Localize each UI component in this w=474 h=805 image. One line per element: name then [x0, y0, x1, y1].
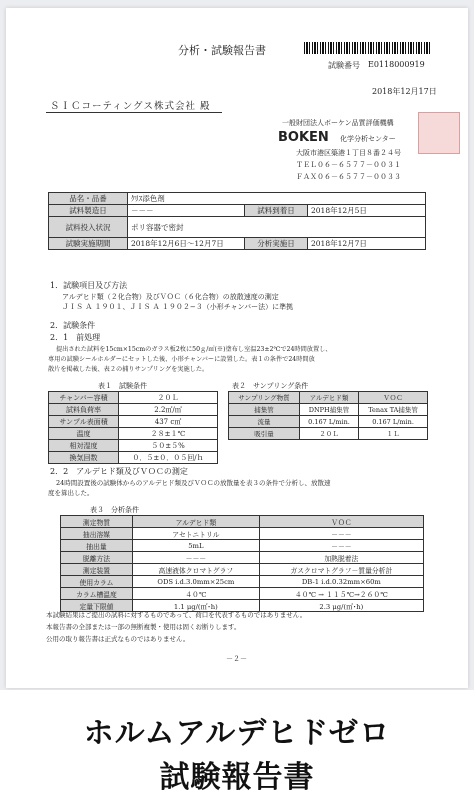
- banner: [0, 690, 474, 805]
- section21-line3: 散片を掲載した後、表２の捕りサンプリングを実施した。: [48, 366, 209, 373]
- analysis-value: 2018年12月7日: [308, 238, 426, 250]
- section21-line1: 提出された試料を15cm×15cmのガラス板2枚に50ｇ/㎡(※)塗布し室温23±2℃で24時間放置し、: [56, 346, 332, 353]
- table3-header-cell: アルデヒド類: [133, 516, 260, 528]
- table1-row: [49, 404, 218, 416]
- arrival-label: 試料到着日: [245, 205, 308, 217]
- table1-row: [49, 416, 218, 428]
- table3-row: [61, 576, 424, 588]
- table2-cell: ２０Ｌ: [299, 428, 358, 440]
- table1-row: [49, 452, 218, 464]
- barcode: [304, 42, 430, 54]
- banner-line1: ホルムアルデヒドゼロ: [83, 716, 391, 751]
- lab-logo: BOKEN: [278, 130, 329, 145]
- table1-cell: 2.2㎡/㎥: [119, 404, 218, 416]
- table3-cell: 1.1 μg/(㎡･h): [133, 600, 260, 612]
- table3-row: [61, 528, 424, 540]
- table3-row: [61, 552, 424, 564]
- table2-cell: １Ｌ: [359, 428, 428, 440]
- table1-cell: ５０±５%: [119, 440, 218, 452]
- table2-header-cell: アルデヒド類: [299, 392, 358, 404]
- table3-row-label: 脱離方法: [61, 552, 133, 564]
- report-number: E0118000919: [368, 60, 425, 69]
- table3-row-label: 抽出量: [61, 540, 133, 552]
- table1-cell: ２８±１℃: [119, 428, 218, 440]
- table1-cell: ０．５±０．０５回/ｈ: [119, 452, 218, 464]
- banner-line2: 試験報告書: [159, 760, 315, 795]
- table3-cell: DB-1 i.d.0.32mm×60m: [259, 576, 423, 588]
- table1-row-label: 相対湿度: [49, 440, 119, 452]
- table3-cell: －－－: [259, 528, 423, 540]
- sample-info-table: [48, 192, 426, 250]
- table2-header-cell: ＶＯＣ: [359, 392, 428, 404]
- table3-cell: ４０℃: [133, 588, 260, 600]
- input-label: 試料投入状況: [49, 217, 128, 238]
- table2-row-label: 流量: [229, 416, 300, 428]
- lab-address: 大阪市港区築港１丁目８番２４号: [296, 149, 401, 157]
- analysis-conditions-table: [60, 515, 424, 612]
- section22-line2: 度を算出した。: [48, 489, 94, 497]
- table2-cell: 0.167 L/min.: [359, 416, 428, 428]
- table3-cell: アセトニトリル: [133, 528, 260, 540]
- test-conditions-table: [48, 391, 218, 464]
- table3-cell: －－－: [259, 540, 423, 552]
- table3-cell: 高速液体クロマトグラフ: [133, 564, 260, 576]
- table2-row-label: 吸引量: [229, 428, 300, 440]
- table1-cell: 437 c㎡: [119, 416, 218, 428]
- section21-line2: 専用の試験シールホルダーにセットした後、小形チャンバーに設置した。表１の条件で24時間放: [48, 356, 315, 363]
- seal-stamp: [418, 112, 460, 154]
- table1-row: [49, 392, 218, 404]
- lab-fax: ＦＡＸ０６－６５７７－００３３: [296, 173, 401, 181]
- table2-row-label: 捕集管: [229, 404, 300, 416]
- note-3: 公用の取り報告書は正式なものではありません。: [46, 635, 190, 643]
- maker-label: 試料製造日: [49, 205, 128, 217]
- table3-row-label: 抽出溶媒: [61, 528, 133, 540]
- table2-cell: Tenax TA捕集管: [359, 404, 428, 416]
- table3-header-row: [61, 516, 424, 528]
- page-number: －２－: [226, 655, 247, 663]
- table3-cell: ４０℃ → １１５℃→２６０℃: [259, 588, 423, 600]
- lab-tel: ＴＥＬ０６－６５７７－００３１: [296, 161, 401, 169]
- table3-row-label: 定量下限値: [61, 600, 133, 612]
- note-1: 本試験結果はご提出の試料に対するものであって、荷口を代表するものではありません。: [46, 611, 307, 619]
- report-title: 分析・試験報告書: [178, 44, 266, 57]
- input-value: ポリ容器で密封: [128, 217, 426, 238]
- table1-row: [49, 440, 218, 452]
- table1-row: [49, 428, 218, 440]
- table3-cell: ODS i.d.3.0mm×25cm: [133, 576, 260, 588]
- note-2: 本報告書の全部または一部の無断複製・使用は固くお断りします。: [46, 623, 241, 631]
- recipient-underline: [46, 112, 222, 113]
- table1-row-label: 換気回数: [49, 452, 119, 464]
- table2-header-row: [229, 392, 428, 404]
- table1-row-label: サンプル表面積: [49, 416, 119, 428]
- table2-row: [229, 428, 428, 440]
- table3-row: [61, 540, 424, 552]
- table1-cell: ２０Ｌ: [119, 392, 218, 404]
- table2-row: [229, 404, 428, 416]
- table1-row-label: 試料負荷率: [49, 404, 119, 416]
- report-document: [6, 8, 468, 688]
- table2-caption: 表２ サンプリング条件: [232, 382, 309, 390]
- maker-value: －－－: [128, 205, 245, 217]
- table3-cell: 5mL: [133, 540, 260, 552]
- period-label: 試験実施期間: [49, 238, 128, 250]
- table2-header-cell: サンプリング物質: [229, 392, 300, 404]
- product-value: ｸﾘｽ添色剤: [128, 193, 426, 205]
- table3-row-label: 使用カラム: [61, 576, 133, 588]
- table3-header-cell: ＶＯＣ: [259, 516, 423, 528]
- table3-row-label: 測定装置: [61, 564, 133, 576]
- section1-title: 1．試験項目及び方法: [50, 281, 128, 290]
- table3-cell: －－－: [133, 552, 260, 564]
- lab-center: 化学分析センター: [340, 135, 396, 143]
- section1-line2: ＪＩＳ Ａ １９０１、ＪＩＳ Ａ １９０２−３（小形チャンバー法）に準拠: [62, 303, 294, 311]
- sampling-conditions-table: [228, 391, 428, 440]
- section22-line1: 24時間設置後の試験体からのアルデヒド類及びＶＯＣの放散量を表３の条件で分析し、放散速: [56, 479, 331, 487]
- recipient: ＳＩＣコーティングス株式会社 殿: [50, 101, 211, 112]
- report-number-label: 試験番号: [328, 61, 360, 70]
- section21-title: 2．1 前処理: [50, 333, 101, 342]
- table3-row-label: カラム槽温度: [61, 588, 133, 600]
- lab-org: 一般財団法人ボーケン品質評価機構: [282, 119, 394, 127]
- table3-row: [61, 588, 424, 600]
- table3-cell: 加熱脱着法: [259, 552, 423, 564]
- section1-line1: アルデヒド類（２化合物）及びＶＯＣ（６化合物）の放散速度の測定: [62, 293, 279, 301]
- table2-row: [229, 416, 428, 428]
- table3-cell: ガスクロマトグラフ－質量分析計: [259, 564, 423, 576]
- table1-row-label: 温度: [49, 428, 119, 440]
- section22-title: 2．2 アルデヒド類及びＶＯＣの測定: [50, 467, 188, 476]
- table3-row: [61, 564, 424, 576]
- arrival-value: 2018年12月5日: [308, 205, 426, 217]
- table3-cell: 2.3 μg/(㎡･h): [259, 600, 423, 612]
- report-date: 2018年12月17日: [372, 87, 437, 96]
- section2-title: 2．試験条件: [50, 321, 96, 330]
- table3-caption: 表３ 分析条件: [90, 506, 139, 514]
- product-label: 品名・品番: [49, 193, 128, 205]
- period-value: 2018年12月6日～12月7日: [128, 238, 245, 250]
- table3-header-cell: 測定物質: [61, 516, 133, 528]
- table2-cell: DNPH捕集管: [299, 404, 358, 416]
- table1-caption: 表１ 試験条件: [98, 382, 147, 390]
- analysis-label: 分析実施日: [245, 238, 308, 250]
- table1-row-label: チャンバー容積: [49, 392, 119, 404]
- table2-cell: 0.167 L/min.: [299, 416, 358, 428]
